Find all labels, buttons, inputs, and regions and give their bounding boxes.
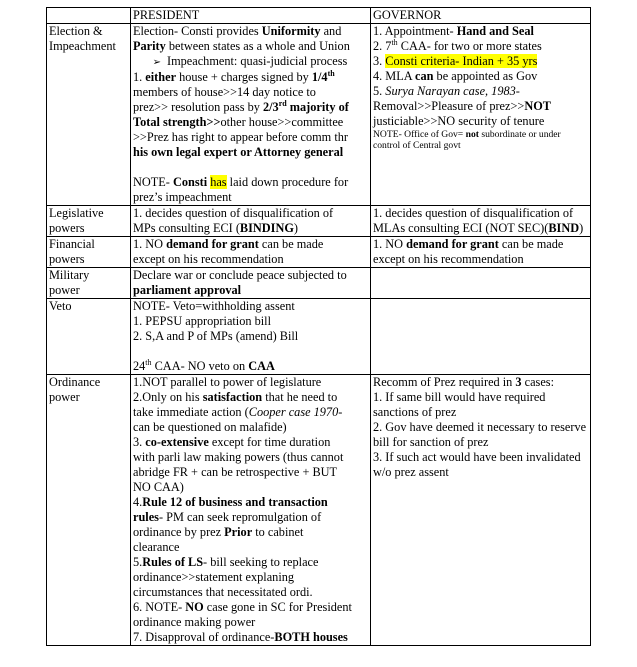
president-cell: NOTE- Veto=withholding assent 1. PEPSU appropriation bill 2. S,A and P of MPs (amend) Bill 24th CAA- NO veto on CAA [131, 299, 371, 375]
header-empty-cell [47, 8, 131, 24]
governor-cell [371, 299, 591, 375]
comparison-table [46, 7, 591, 646]
highlighted-text: Consti criteria- Indian + 35 yrs [385, 54, 538, 68]
president-cell: 1. decides question of disqualification of MPs consulting ECI (BINDING) [131, 206, 371, 237]
row-election-impeachment [47, 24, 591, 206]
row-label: Military power [47, 268, 131, 299]
president-cell: Election- Consti provides Uniformity and Parity between states as a whole and Union ➢ Impeachment: quasi-judicial process 1. either house + charges signed by 1/4th members of house>>14 day notice to prez>> resolution pass by 2/3rd majority of Total strength>>other house>>committee >>Prez has right to appear before comm thr his own legal expert or Attorney general NOTE- Consti has laid down procedure for prez’s impeachment [131, 24, 371, 206]
row-label: Financial powers [47, 237, 131, 268]
row-legislative-powers [47, 206, 591, 237]
header-row [47, 8, 591, 24]
governor-cell: 1. Appointment- Hand and Seal 2. 7th CAA- for two or more states 3. Consti criteria- Indian + 35 yrs 4. MLA can be appointed as Gov 5. Surya Narayan case, 1983- Removal>>Pleasure of prez>>NOT justiciable>>NO security of tenure NOTE- Office of Gov= not subordinate or under control of Central govt [371, 24, 591, 206]
row-label: Veto [47, 299, 131, 375]
bullet-arrow-icon: ➢ [152, 57, 161, 68]
governor-cell: Recomm of Prez required in 3 cases: 1. If same bill would have required sanctions of prez 2. Gov have deemed it necessary to reserve bill for sanction of prez 3. If such act would have been invalidated w/o prez assent [371, 375, 591, 646]
governor-cell: 1. decides question of disqualification of MLAs consulting ECI (NOT SEC)(BIND) [371, 206, 591, 237]
president-cell: 1. NO demand for grant can be made except on his recommendation [131, 237, 371, 268]
header-governor: GOVERNOR [371, 8, 591, 24]
president-cell: 1.NOT parallel to power of legislature 2.Only on his satisfaction that he need to take immediate action (Cooper case 1970- can be questioned on malafide) 3. co-extensive except for time duration with parli law making powers (thus cannot abridge FR + can be retrospective + BUT NO CAA) 4.Rule 12 of business and transaction rules- PM can seek repromulgation of ordinance by prez Prior to cabinet clearance 5.Rules of LS- bill seeking to replace ordinance>>statement explaning circumstances that necessitated ordi. 6. NOTE- NO case gone in SC for President ordinance making power 7. Disapproval of ordinance-BOTH houses [131, 375, 371, 646]
governor-cell: 1. NO demand for grant can be made except on his recommendation [371, 237, 591, 268]
row-ordinance-power [47, 375, 591, 646]
governor-cell [371, 268, 591, 299]
row-financial-powers [47, 237, 591, 268]
header-president: PRESIDENT [131, 8, 371, 24]
row-military-power [47, 268, 591, 299]
row-veto [47, 299, 591, 375]
row-label: Legislative powers [47, 206, 131, 237]
president-cell: Declare war or conclude peace subjected to parliament approval [131, 268, 371, 299]
row-label: Ordinance power [47, 375, 131, 646]
row-label: Election & Impeachment [47, 24, 131, 206]
highlighted-text: has [210, 175, 227, 189]
